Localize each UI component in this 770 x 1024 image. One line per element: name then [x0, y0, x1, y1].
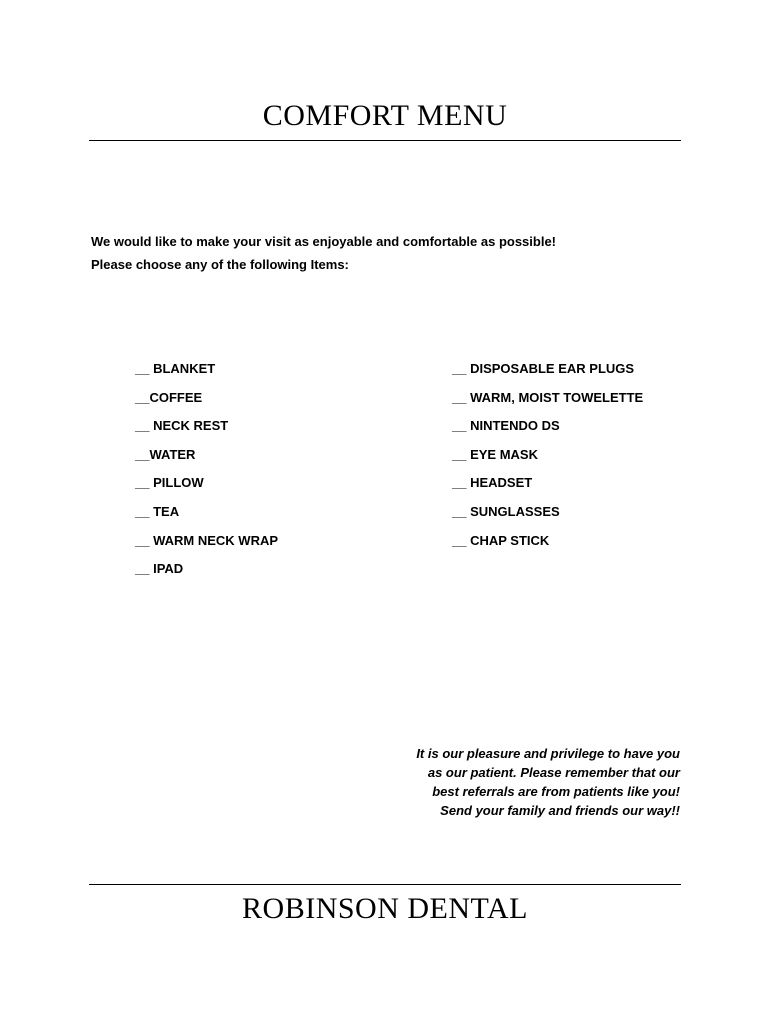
checkbox-blank: __ [135, 532, 150, 548]
checkbox-blank: __ [135, 361, 150, 376]
checkbox-blank: __ [135, 418, 150, 434]
menu-list-right [452, 358, 643, 558]
menu-item-label: WARM, MOIST TOWELETTE [470, 389, 644, 405]
note-line: Send your family and friends our way!! [440, 803, 680, 818]
menu-item-label: WARM NECK WRAP [153, 532, 279, 548]
checkbox-blank: __ [452, 418, 467, 434]
menu-item-sunglasses[interactable] [452, 501, 643, 530]
menu-item-label: BLANKET [153, 361, 216, 376]
menu-item-label: CHAP STICK [470, 532, 550, 548]
menu-item-label: COFFEE [149, 389, 203, 405]
menu-item-label: IPAD [153, 561, 184, 577]
menu-item-label: PILLOW [153, 475, 204, 491]
menu-item-label: HEADSET [470, 475, 533, 491]
menu-item-label: EYE MASK [470, 446, 538, 462]
menu-item-water[interactable] [135, 444, 278, 473]
menu-item-ipad[interactable] [135, 558, 278, 587]
intro-line-2: Please choose any of the following Items: [91, 257, 349, 272]
checkbox-blank: __ [452, 475, 467, 491]
menu-item-nintendo-ds[interactable] [452, 415, 643, 444]
menu-item-eye-mask[interactable] [452, 444, 643, 473]
menu-item-label: DISPOSABLE EAR PLUGS [470, 361, 635, 376]
menu-item-headset[interactable] [452, 472, 643, 501]
menu-item-blanket[interactable] [135, 358, 278, 387]
title-divider [89, 140, 681, 141]
menu-item-warm-neck-wrap[interactable] [135, 530, 278, 559]
menu-item-label: NECK REST [153, 418, 229, 434]
menu-item-chap-stick[interactable] [452, 530, 643, 559]
closing-note [330, 744, 680, 820]
intro-text [91, 230, 556, 276]
footer-divider [89, 884, 681, 885]
menu-item-neck-rest[interactable] [135, 415, 278, 444]
menu-item-pillow[interactable] [135, 472, 278, 501]
menu-item-warm-moist-towelette[interactable] [452, 387, 643, 416]
checkbox-blank: __ [452, 389, 467, 405]
note-line: It is our pleasure and privilege to have you [416, 746, 680, 761]
menu-item-tea[interactable] [135, 501, 278, 530]
menu-item-label: WATER [149, 446, 196, 462]
menu-item-label: TEA [153, 503, 180, 519]
note-line: best referrals are from patients like you! [432, 784, 680, 799]
checkbox-blank: __ [135, 389, 150, 405]
intro-line-1: We would like to make your visit as enjoyable and comfortable as possible! [91, 234, 557, 249]
checkbox-blank: __ [452, 446, 467, 462]
checkbox-blank: __ [135, 503, 150, 519]
checkbox-blank: __ [452, 503, 467, 519]
practice-name: ROBINSON DENTAL [242, 892, 528, 925]
checkbox-blank: __ [135, 446, 150, 462]
checkbox-blank: __ [135, 475, 150, 491]
note-line: as our patient. Please remember that our [427, 765, 680, 780]
menu-list-left [135, 358, 278, 587]
page-title: COMFORT MENU [262, 99, 508, 132]
checkbox-blank: __ [452, 361, 467, 376]
menu-item-coffee[interactable] [135, 387, 278, 416]
checkbox-blank: __ [452, 532, 467, 548]
menu-item-label: SUNGLASSES [470, 503, 560, 519]
menu-item-disposable-ear-plugs[interactable] [452, 358, 643, 387]
menu-item-label: NINTENDO DS [470, 418, 560, 434]
checkbox-blank: __ [135, 561, 150, 577]
